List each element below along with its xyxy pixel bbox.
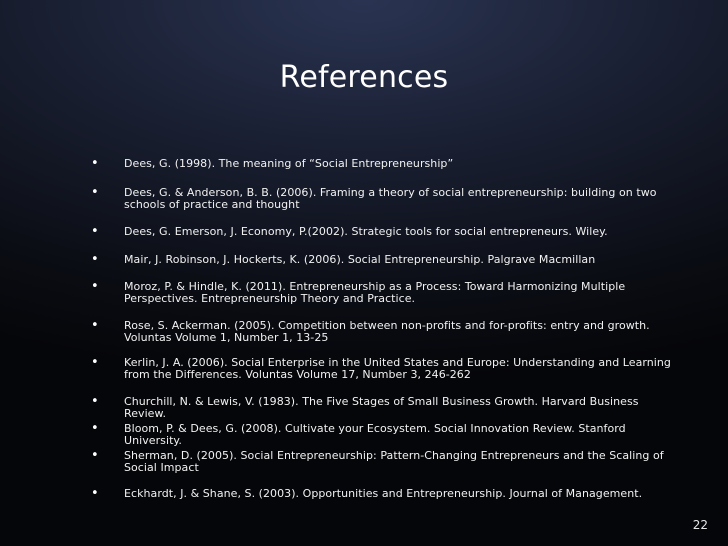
bullet-icon: • <box>91 224 99 239</box>
reference-text: Dees, G. (1998). The meaning of “Social Entrepreneurship” <box>124 157 454 170</box>
bullet-icon: • <box>91 318 99 333</box>
bullet-icon: • <box>91 185 99 200</box>
reference-text: Dees, G. & Anderson, B. B. (2006). Framing a theory of social entrepreneurship: building on two schools of practice and thought <box>124 186 657 211</box>
reference-text: Mair, J. Robinson, J. Hockerts, K. (2006). Social Entrepreneurship. Palgrave Macmillan <box>124 253 596 266</box>
bullet-icon: • <box>91 448 99 463</box>
reference-text: Eckhardt, J. & Shane, S. (2003). Opportunities and Entrepreneurship. Journal of Management. <box>124 487 643 500</box>
reference-text: Churchill, N. & Lewis, V. (1983). The Five Stages of Small Business Growth. Harvard Business Review. <box>124 395 639 420</box>
reference-text: Kerlin, J. A. (2006). Social Enterprise in the United States and Europe: Understanding and Learning from the Differences. Voluntas Volume 17, Number 3, 246-262 <box>124 356 671 381</box>
bullet-icon: • <box>91 279 99 294</box>
reference-text: Dees, G. Emerson, J. Economy, P.(2002). Strategic tools for social entrepreneurs. Wiley. <box>124 225 608 238</box>
bullet-icon: • <box>91 486 99 501</box>
reference-text: Moroz, P. & Hindle, K. (2011). Entrepreneurship as a Process: Toward Harmonizing Multiple Perspectives. Entrepreneurship Theory and Practice. <box>124 280 626 305</box>
reference-text: Bloom, P. & Dees, G. (2008). Cultivate your Ecosystem. Social Innovation Review. Stanford University. <box>124 422 626 447</box>
bullet-icon: • <box>91 252 99 267</box>
reference-text: Rose, S. Ackerman. (2005). Competition between non-profits and for-profits: entry and growth. Voluntas Volume 1, Number 1, 13-25 <box>124 319 650 344</box>
bullet-icon: • <box>91 156 99 171</box>
bullet-icon: • <box>91 394 99 409</box>
bullet-icon: • <box>91 421 99 436</box>
reference-text: Sherman, D. (2005). Social Entrepreneurship: Pattern-Changing Entrepreneurs and the Scaling of Social Impact <box>124 449 664 474</box>
slide-title: References <box>279 60 449 95</box>
page-number: 22 <box>692 518 708 532</box>
bullet-icon: • <box>91 355 99 370</box>
